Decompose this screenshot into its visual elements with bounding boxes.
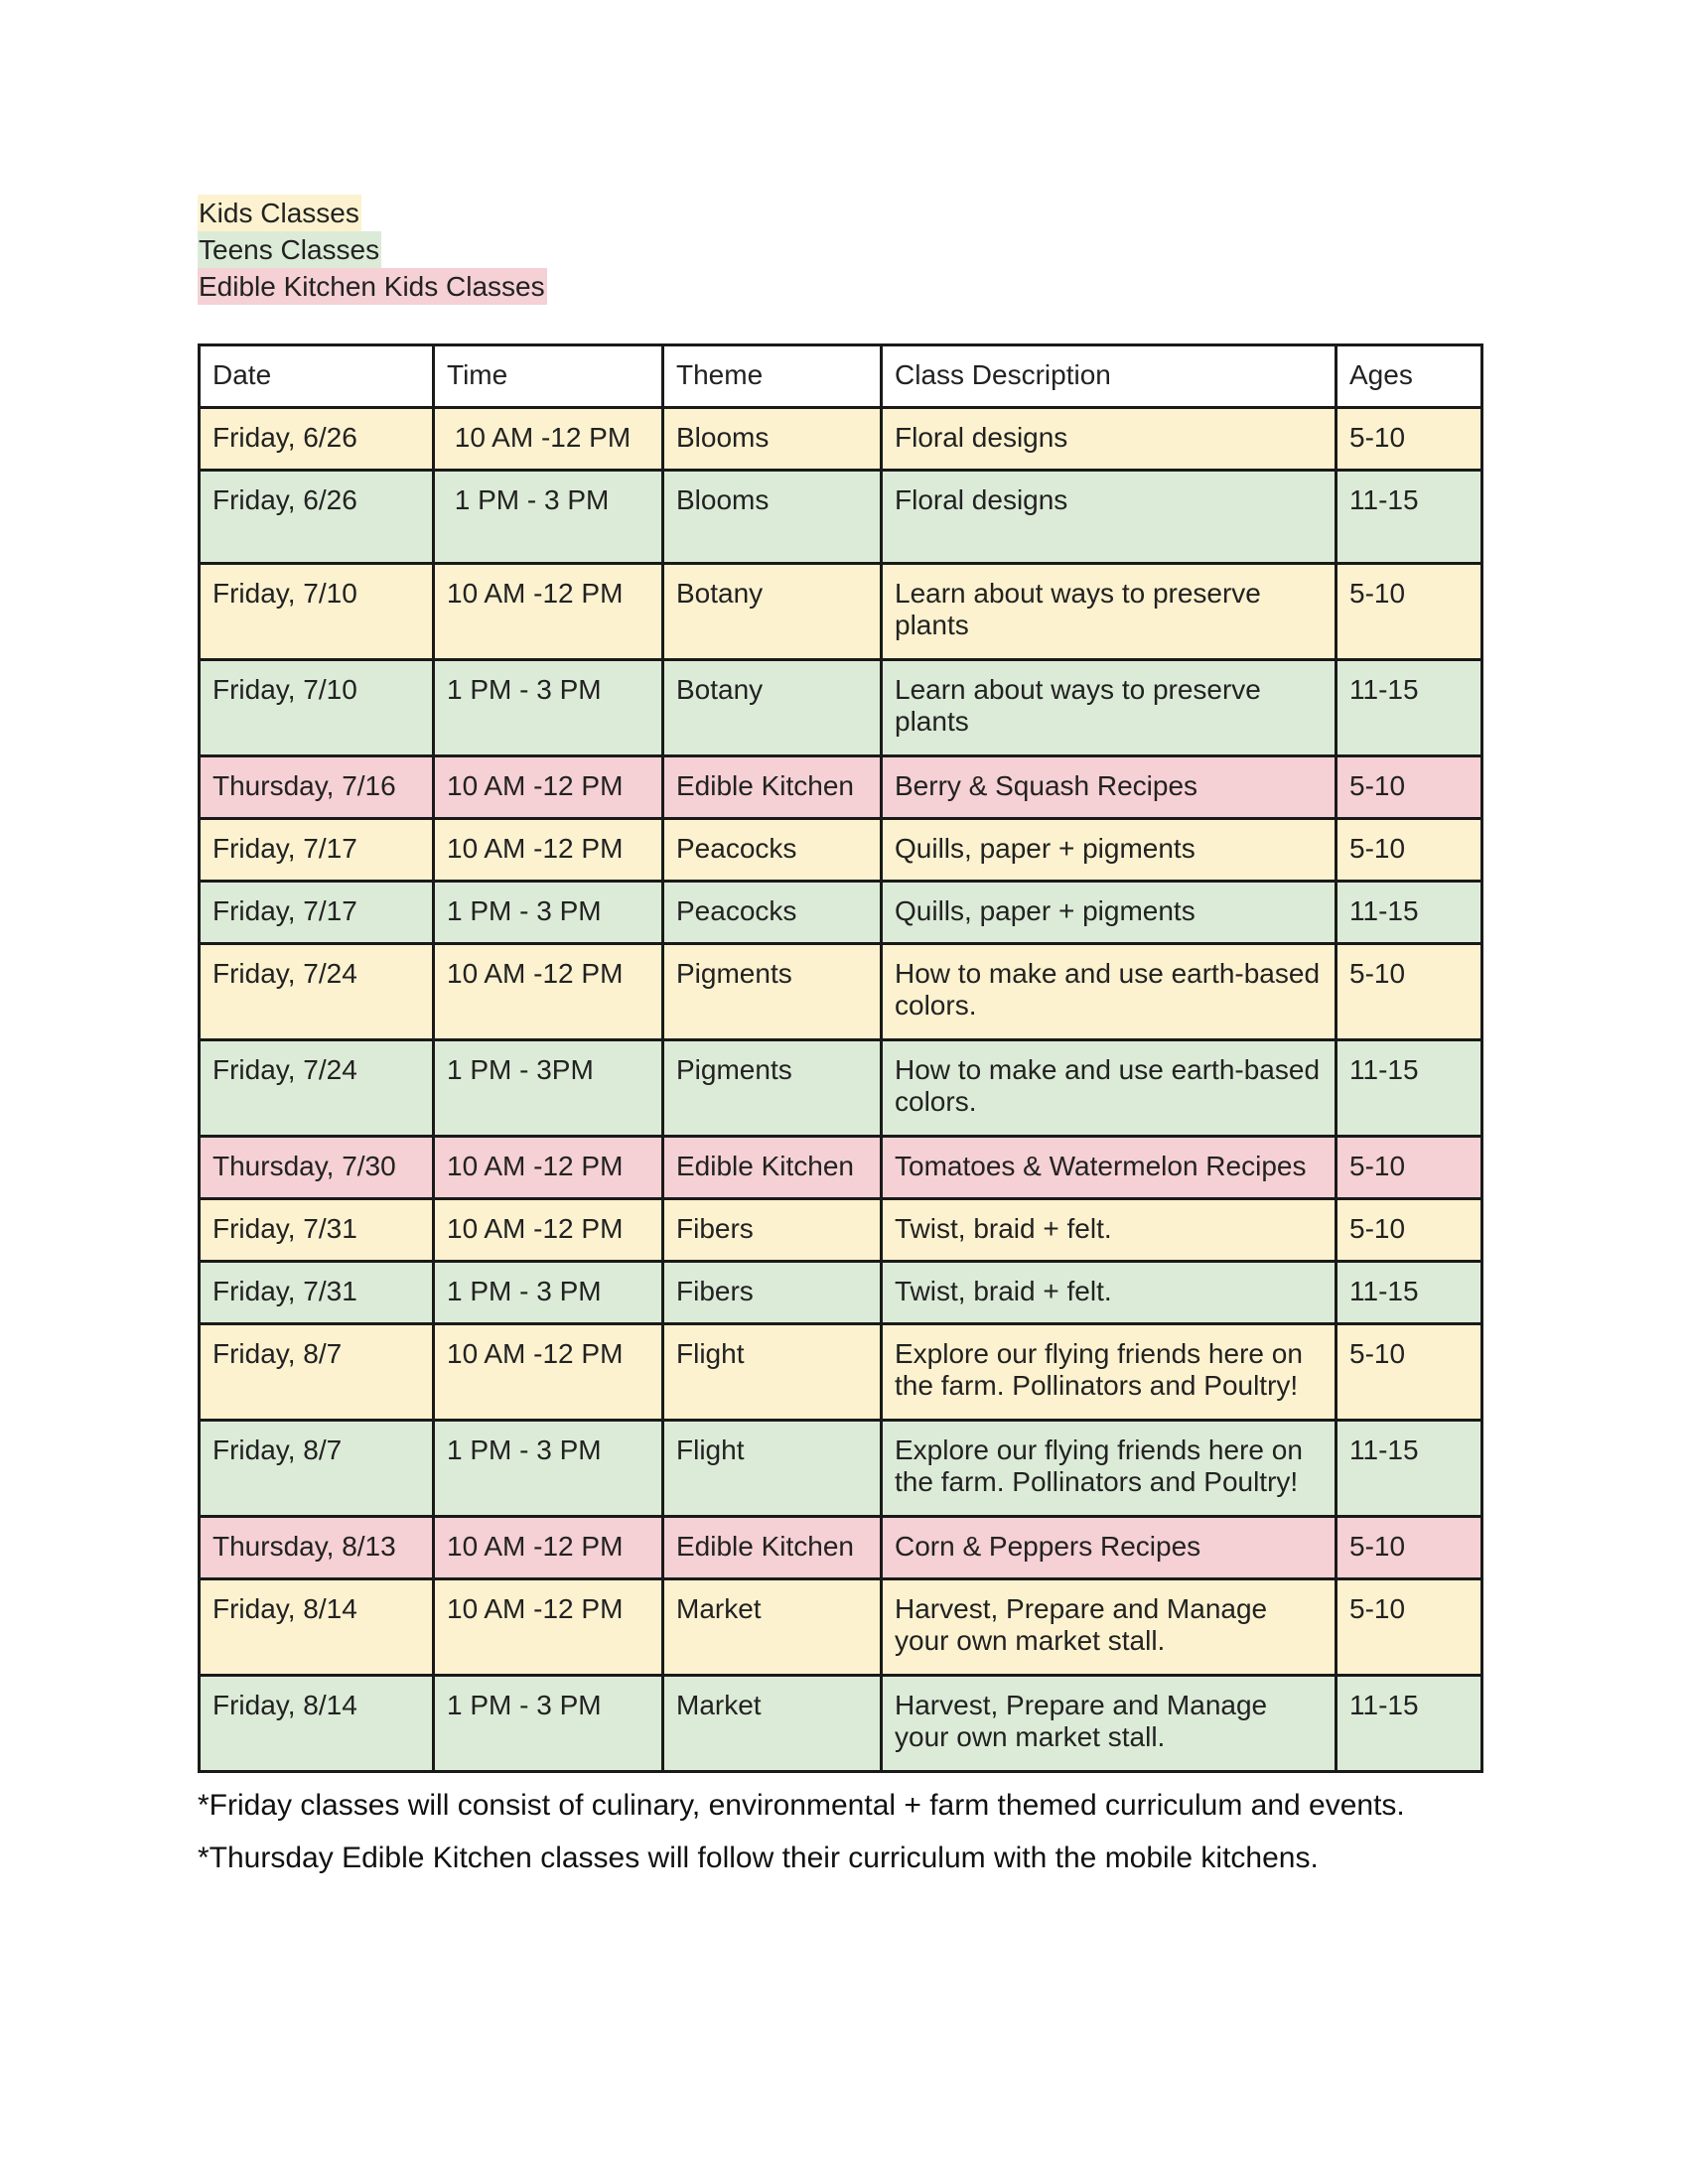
description-cell: Floral designs — [882, 471, 1336, 564]
legend — [198, 195, 547, 305]
table-row — [200, 1199, 1482, 1262]
table-row — [200, 944, 1482, 1040]
description-cell: Tomatoes & Watermelon Recipes — [882, 1137, 1336, 1199]
theme-cell: Market — [663, 1676, 882, 1772]
description-cell: Explore our flying friends here on the farm. Pollinators and Poultry! — [882, 1421, 1336, 1517]
time-cell: 1 PM - 3PM — [434, 1040, 663, 1137]
ages-cell: 5-10 — [1336, 1517, 1482, 1579]
table-row — [200, 1579, 1482, 1676]
description-cell: Quills, paper + pigments — [882, 819, 1336, 882]
date-cell: Thursday, 8/13 — [200, 1517, 434, 1579]
theme-cell: Pigments — [663, 944, 882, 1040]
ages-cell: 11-15 — [1336, 1676, 1482, 1772]
description-cell: Quills, paper + pigments — [882, 882, 1336, 944]
date-cell: Friday, 8/7 — [200, 1324, 434, 1421]
time-cell: 1 PM - 3 PM — [434, 1676, 663, 1772]
table-row — [200, 1676, 1482, 1772]
table-row — [200, 819, 1482, 882]
footnotes — [198, 1787, 1508, 1892]
table-row — [200, 471, 1482, 564]
date-cell: Thursday, 7/30 — [200, 1137, 434, 1199]
legend-kitchen-label: Edible Kitchen Kids Classes — [198, 268, 547, 305]
ages-cell: 11-15 — [1336, 882, 1482, 944]
ages-cell: 5-10 — [1336, 1324, 1482, 1421]
theme-cell: Flight — [663, 1421, 882, 1517]
ages-cell: 11-15 — [1336, 1421, 1482, 1517]
description-cell: Explore our flying friends here on the farm. Pollinators and Poultry! — [882, 1324, 1336, 1421]
header-description: Class Description — [882, 345, 1336, 408]
ages-cell: 5-10 — [1336, 944, 1482, 1040]
table-row — [200, 660, 1482, 756]
theme-cell: Fibers — [663, 1199, 882, 1262]
header-date: Date — [200, 345, 434, 408]
theme-cell: Edible Kitchen — [663, 1137, 882, 1199]
theme-cell: Market — [663, 1579, 882, 1676]
class-schedule-table — [198, 343, 1483, 1773]
time-cell: 10 AM -12 PM — [434, 1324, 663, 1421]
table-row — [200, 408, 1482, 471]
legend-kids — [198, 195, 547, 231]
description-cell: How to make and use earth-based colors. — [882, 1040, 1336, 1137]
date-cell: Friday, 7/31 — [200, 1199, 434, 1262]
ages-cell: 5-10 — [1336, 1137, 1482, 1199]
description-cell: Floral designs — [882, 408, 1336, 471]
legend-kitchen — [198, 268, 547, 305]
ages-cell: 11-15 — [1336, 660, 1482, 756]
table-row — [200, 1040, 1482, 1137]
date-cell: Thursday, 7/16 — [200, 756, 434, 819]
legend-kids-label: Kids Classes — [198, 195, 361, 231]
table-row — [200, 882, 1482, 944]
theme-cell: Blooms — [663, 471, 882, 564]
time-cell: 10 AM -12 PM — [434, 564, 663, 660]
date-cell: Friday, 8/7 — [200, 1421, 434, 1517]
date-cell: Friday, 8/14 — [200, 1676, 434, 1772]
time-cell: 10 AM -12 PM — [434, 819, 663, 882]
date-cell: Friday, 7/31 — [200, 1262, 434, 1324]
footnote-friday: *Friday classes will consist of culinary, environmental + farm themed curriculum and events. — [198, 1789, 1405, 1822]
ages-cell: 5-10 — [1336, 408, 1482, 471]
footnote-thursday: *Thursday Edible Kitchen classes will follow their curriculum with the mobile kitchens. — [198, 1842, 1319, 1874]
theme-cell: Pigments — [663, 1040, 882, 1137]
description-cell: Learn about ways to preserve plants — [882, 564, 1336, 660]
time-cell: 10 AM -12 PM — [434, 408, 663, 471]
theme-cell: Botany — [663, 660, 882, 756]
table-row — [200, 1137, 1482, 1199]
date-cell: Friday, 7/10 — [200, 660, 434, 756]
description-cell: Harvest, Prepare and Manage your own market stall. — [882, 1676, 1336, 1772]
time-cell: 1 PM - 3 PM — [434, 882, 663, 944]
description-cell: Berry & Squash Recipes — [882, 756, 1336, 819]
theme-cell: Botany — [663, 564, 882, 660]
time-cell: 1 PM - 3 PM — [434, 471, 663, 564]
table-header-row — [200, 345, 1482, 408]
table-row — [200, 564, 1482, 660]
time-cell: 1 PM - 3 PM — [434, 1262, 663, 1324]
theme-cell: Fibers — [663, 1262, 882, 1324]
legend-teens — [198, 231, 547, 268]
date-cell: Friday, 6/26 — [200, 471, 434, 564]
ages-cell: 11-15 — [1336, 1262, 1482, 1324]
ages-cell: 5-10 — [1336, 819, 1482, 882]
date-cell: Friday, 7/24 — [200, 944, 434, 1040]
time-cell: 10 AM -12 PM — [434, 944, 663, 1040]
time-cell: 10 AM -12 PM — [434, 1579, 663, 1676]
header-theme: Theme — [663, 345, 882, 408]
date-cell: Friday, 7/24 — [200, 1040, 434, 1137]
ages-cell: 5-10 — [1336, 756, 1482, 819]
ages-cell: 5-10 — [1336, 1199, 1482, 1262]
theme-cell: Flight — [663, 1324, 882, 1421]
legend-teens-label: Teens Classes — [198, 231, 381, 268]
time-cell: 10 AM -12 PM — [434, 756, 663, 819]
theme-cell: Peacocks — [663, 819, 882, 882]
ages-cell: 11-15 — [1336, 1040, 1482, 1137]
description-cell: Corn & Peppers Recipes — [882, 1517, 1336, 1579]
date-cell: Friday, 8/14 — [200, 1579, 434, 1676]
theme-cell: Edible Kitchen — [663, 756, 882, 819]
table-row — [200, 1262, 1482, 1324]
theme-cell: Edible Kitchen — [663, 1517, 882, 1579]
header-time: Time — [434, 345, 663, 408]
header-ages: Ages — [1336, 345, 1482, 408]
date-cell: Friday, 7/17 — [200, 882, 434, 944]
date-cell: Friday, 7/10 — [200, 564, 434, 660]
description-cell: How to make and use earth-based colors. — [882, 944, 1336, 1040]
theme-cell: Peacocks — [663, 882, 882, 944]
table-row — [200, 1421, 1482, 1517]
time-cell: 1 PM - 3 PM — [434, 660, 663, 756]
description-cell: Twist, braid + felt. — [882, 1262, 1336, 1324]
date-cell: Friday, 7/17 — [200, 819, 434, 882]
theme-cell: Blooms — [663, 408, 882, 471]
time-cell: 10 AM -12 PM — [434, 1517, 663, 1579]
time-cell: 10 AM -12 PM — [434, 1137, 663, 1199]
ages-cell: 11-15 — [1336, 471, 1482, 564]
table-row — [200, 756, 1482, 819]
description-cell: Twist, braid + felt. — [882, 1199, 1336, 1262]
time-cell: 10 AM -12 PM — [434, 1199, 663, 1262]
date-cell: Friday, 6/26 — [200, 408, 434, 471]
table-row — [200, 1324, 1482, 1421]
description-cell: Harvest, Prepare and Manage your own market stall. — [882, 1579, 1336, 1676]
table-row — [200, 1517, 1482, 1579]
table-body — [200, 408, 1482, 1772]
ages-cell: 5-10 — [1336, 1579, 1482, 1676]
ages-cell: 5-10 — [1336, 564, 1482, 660]
description-cell: Learn about ways to preserve plants — [882, 660, 1336, 756]
time-cell: 1 PM - 3 PM — [434, 1421, 663, 1517]
